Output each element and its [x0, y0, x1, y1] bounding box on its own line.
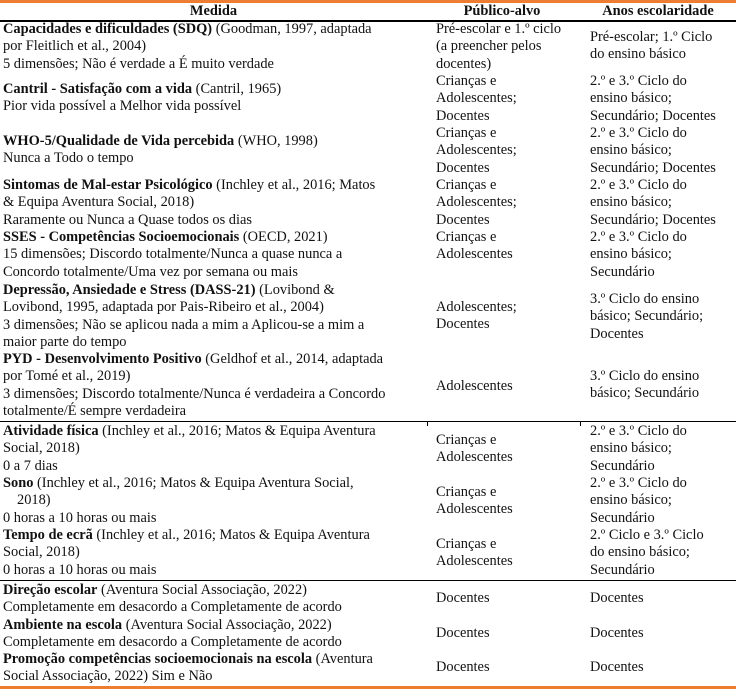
years-line: do ensino básico [590, 46, 686, 63]
table-row [0, 73, 736, 125]
years-line: Secundário [590, 263, 655, 280]
years-line: 2.º e 3.º Ciclo do [590, 73, 687, 89]
target-line: Adolescentes [436, 501, 513, 518]
table-row [0, 282, 736, 352]
measure-ref-cont: Lovibond, 1995, adaptada por Pais-Ribeiro et al., 2004) [3, 299, 324, 316]
measure-scale: 5 dimensões; Não é verdade a É muito verdade [3, 55, 274, 72]
table-row [0, 177, 736, 229]
measure-ref-cont: Social Associação, 2022) Sim e Não [3, 668, 213, 685]
target-line: Adolescentes; [436, 194, 517, 211]
years-line: Secundário [590, 457, 655, 474]
measure-scale: Completamente em desacordo a Completamente de acordo [3, 599, 342, 616]
table-row [0, 617, 736, 652]
measure-ref: (Aventura Social Associação, 2022) [122, 617, 332, 633]
years-line: ensino básico; [590, 194, 672, 211]
years-line: Secundário [590, 561, 655, 578]
group-divider [0, 580, 736, 581]
target-line: Crianças e [436, 177, 497, 193]
measure-name: Direção escolar [3, 582, 98, 598]
header-target: Público-alvo [463, 3, 541, 19]
years-line: 2.º e 3.º Ciclo do [590, 125, 687, 141]
target-cell [436, 590, 576, 607]
years-line: Docentes [590, 659, 644, 675]
target-cell [436, 432, 576, 467]
measure-name: Atividade física [3, 423, 99, 439]
measure-scale: 3 dimensões; Não se aplicou nada a mim a Aplicou-se a mim a [3, 316, 365, 333]
target-cell [436, 299, 576, 334]
years-line: do ensino básico; [590, 544, 690, 561]
years-line: Secundário; Docentes [590, 107, 716, 124]
years-cell [590, 177, 738, 229]
years-line: ensino básico; [590, 440, 672, 457]
measure-ref-cont: Social, 2018) [3, 440, 80, 457]
header-measure: Medida [189, 3, 238, 19]
measure-ref: (Cantril, 1965) [192, 81, 282, 97]
target-line: Adolescentes [436, 553, 513, 570]
measure-cell [3, 475, 428, 527]
table-row [0, 125, 736, 177]
years-line: 2.º e 3.º Ciclo do [590, 229, 687, 245]
measure-cell [3, 21, 428, 73]
years-line: 2.º e 3.º Ciclo do [590, 177, 687, 193]
measure-ref-cont: Social, 2018) [3, 544, 80, 561]
target-cell [436, 177, 576, 229]
target-line: Pré-escolar e 1.º ciclo [436, 21, 562, 37]
target-line: Crianças e [436, 229, 497, 245]
target-cell [436, 625, 576, 642]
target-line: Adolescentes; [436, 142, 517, 159]
measure-cell [3, 133, 428, 168]
years-cell [590, 475, 738, 527]
target-line: Adolescentes; [436, 90, 517, 107]
measure-name: Capacidades e dificuldades (SDQ) [3, 21, 213, 37]
target-line: Docentes [436, 159, 490, 176]
target-line: Crianças e [436, 536, 497, 552]
target-line: Adolescentes [436, 246, 513, 263]
years-line: Secundário; Docentes [590, 211, 716, 228]
target-line: Docentes [436, 625, 490, 641]
measure-cell [3, 177, 428, 229]
measure-name: Promoção competências socioemocionais na escola [3, 651, 313, 667]
measure-scale-cont: Concordo totalmente/Uma vez por semana ou mais [3, 263, 298, 280]
target-line: Docentes [436, 316, 490, 333]
years-line: Secundário; Docentes [590, 159, 716, 176]
years-line: básico; Secundário; [590, 308, 704, 325]
target-cell [436, 125, 576, 177]
table-row [0, 582, 736, 617]
target-line: Crianças e [436, 125, 497, 141]
header-years: Anos escolaridade [602, 3, 714, 19]
measure-scale: 0 a 7 dias [3, 457, 58, 474]
measure-name: Ambiente na escola [3, 617, 123, 633]
years-line: 2.º e 3.º Ciclo do [590, 423, 687, 439]
measure-name: PYD - Desenvolvimento Positivo [3, 351, 202, 367]
table-row [0, 527, 736, 579]
measure-ref: (Goodman, 1997, adaptada [212, 21, 372, 37]
years-line: 2.º Ciclo e 3.º Ciclo [590, 527, 704, 543]
measure-scale: 0 horas a 10 horas ou mais [3, 509, 157, 526]
target-line: Adolescentes; [436, 299, 517, 315]
measure-ref: (Inchley et al., 2016; Matos [212, 177, 376, 193]
measure-cell [3, 351, 428, 420]
years-line: ensino básico; [590, 142, 672, 159]
years-line: Docentes [590, 590, 644, 606]
target-cell [436, 484, 576, 519]
table-bottom-rule [0, 686, 736, 689]
target-line: Docentes [436, 107, 490, 124]
years-cell [590, 368, 738, 403]
target-line: Adolescentes [436, 449, 513, 466]
measure-scale: Nunca a Todo o tempo [3, 150, 134, 167]
measure-ref: (Inchley et al., 2016; Matos & Equipa Aventura [98, 423, 376, 439]
measure-cell [3, 229, 428, 281]
measure-name: WHO-5/Qualidade de Vida percebida [3, 133, 235, 149]
target-cell [436, 536, 576, 571]
target-cell [436, 229, 576, 264]
table-header [0, 3, 736, 20]
years-line: básico; Secundário [590, 385, 700, 402]
measure-scale: 0 horas a 10 horas ou mais [3, 561, 157, 578]
table-row [0, 229, 736, 281]
years-line: Docentes [590, 325, 644, 342]
target-line: (a preencher pelos [436, 38, 542, 55]
target-cell [436, 659, 576, 676]
years-line: Pré-escolar; 1.º Ciclo [590, 29, 713, 45]
measure-cell [3, 81, 428, 116]
target-line: Crianças e [436, 73, 497, 89]
measure-scale: Completamente em desacordo a Completamente de acordo [3, 634, 342, 651]
years-cell [590, 29, 738, 64]
measure-cell [3, 651, 428, 686]
group-divider [0, 421, 736, 422]
target-line: Adolescentes [436, 378, 513, 394]
measure-ref: (Aventura [312, 651, 373, 667]
measure-name: Depressão, Ansiedade e Stress (DASS-21) [3, 282, 256, 298]
years-line: Docentes [590, 625, 644, 641]
table-row [0, 21, 736, 73]
measure-ref: (WHO, 1998) [234, 133, 318, 149]
measure-scale: Pior vida possível a Melhor vida possível [3, 98, 242, 115]
target-line: Crianças e [436, 484, 497, 500]
measure-name: SSES - Competências Socioemocionais [3, 229, 240, 245]
years-line: 2.º e 3.º Ciclo do [590, 475, 687, 491]
target-line: docentes) [436, 55, 492, 72]
years-cell [590, 229, 738, 281]
measure-scale: Raramente ou Nunca a Quase todos os dias [3, 211, 252, 228]
years-line: 3.º Ciclo do ensino [590, 291, 700, 307]
target-line: Docentes [436, 590, 490, 606]
measure-name: Tempo de ecrã [3, 527, 93, 543]
years-cell [590, 659, 738, 676]
years-line: ensino básico; [590, 492, 672, 509]
measure-ref-cont: & Equipa Aventura Social, 2018) [3, 194, 195, 211]
years-cell [590, 73, 738, 125]
table-row [0, 351, 736, 421]
years-cell [590, 291, 738, 343]
years-cell [590, 590, 738, 607]
measure-scale-cont: maior parte do tempo [3, 333, 127, 350]
measure-cell [3, 617, 428, 652]
measure-name: Sono [3, 475, 34, 491]
measure-ref: (OECD, 2021) [239, 229, 328, 245]
years-cell [590, 423, 738, 475]
years-cell [590, 527, 738, 579]
measure-cell [3, 282, 428, 351]
measure-scale: 15 dimensões; Discordo totalmente/Nunca a quase nunca a [3, 246, 343, 263]
measure-ref-cont: 2018) [17, 492, 51, 509]
measure-name: Sintomas de Mal-estar Psicológico [3, 177, 213, 193]
target-line: Docentes [436, 659, 490, 675]
table-row [0, 651, 736, 686]
measure-ref: (Lovibond & [255, 282, 335, 298]
measure-ref: (Aventura Social Associação, 2022) [97, 582, 307, 598]
years-cell [590, 625, 738, 642]
years-line: ensino básico; [590, 246, 672, 263]
target-cell [436, 73, 576, 125]
target-line: Crianças e [436, 432, 497, 448]
years-line: 3.º Ciclo do ensino [590, 368, 700, 384]
measure-cell [3, 527, 428, 579]
target-cell [436, 378, 576, 395]
measure-cell [3, 423, 428, 475]
years-line: ensino básico; [590, 90, 672, 107]
table-row [0, 475, 736, 527]
measure-ref: (Inchley et al., 2016; Matos & Equipa Aventura [92, 527, 370, 543]
target-cell [436, 21, 576, 73]
measure-name: Cantril - Satisfação com a vida [3, 81, 193, 97]
target-line: Docentes [436, 211, 490, 228]
years-line: Secundário [590, 509, 655, 526]
measure-ref-cont: por Fleitlich et al., 2004) [3, 38, 147, 55]
measure-cell [3, 582, 428, 617]
measure-scale: 3 dimensões; Discordo totalmente/Nunca é verdadeira a Concordo [3, 385, 386, 402]
measure-ref-cont: por Tomé et al., 2019) [3, 368, 131, 385]
measure-ref: (Geldhof et al., 2014, adaptada [201, 351, 384, 367]
table-row [0, 423, 736, 475]
measure-scale-cont: totalmente/É sempre verdadeira [3, 402, 186, 419]
years-cell [590, 125, 738, 177]
measure-ref: (Inchley et al., 2016; Matos & Equipa Aventura Social, [33, 475, 354, 491]
